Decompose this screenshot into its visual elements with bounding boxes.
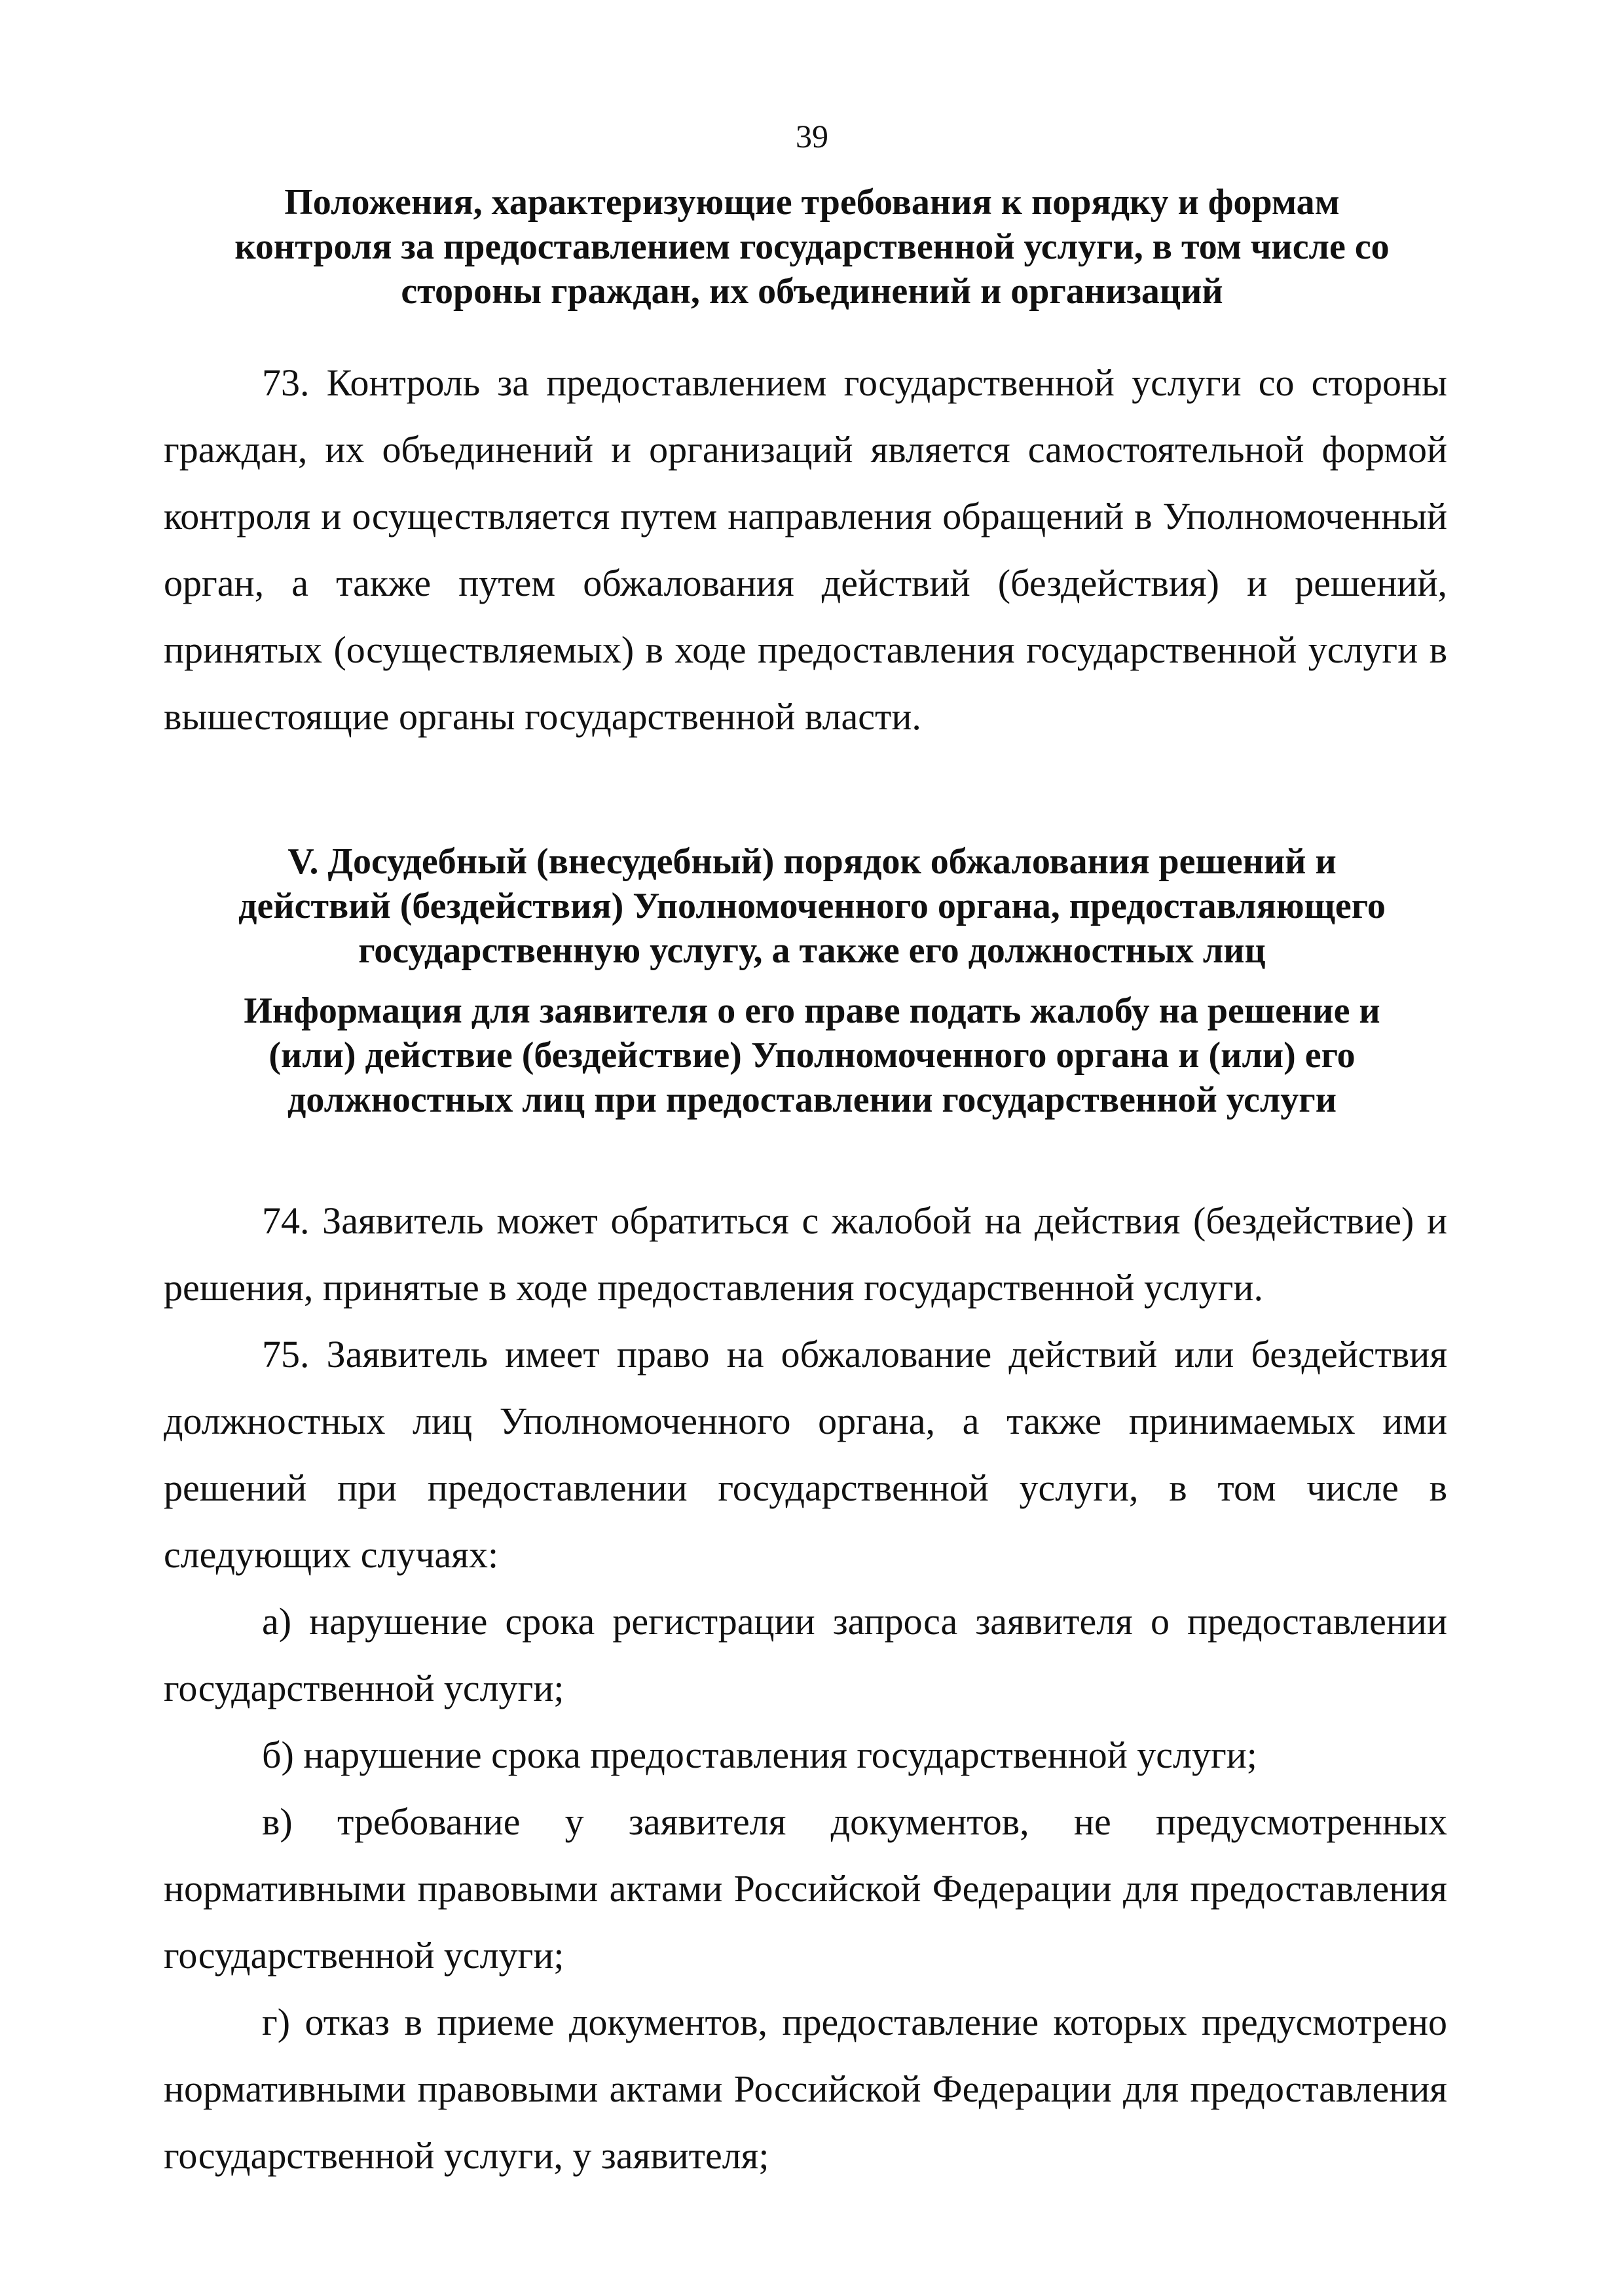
heading-line: должностных лиц при предоставлении государственной услуги <box>287 1080 1337 1120</box>
chapter-heading-v <box>0 839 1624 973</box>
heading-line: V. Досудебный (внесудебный) порядок обжалования решений и <box>287 841 1337 882</box>
paragraph-74: 74. Заявитель может обратиться с жалобой на действия (бездействие) и решения, принятые в ходе предоставления государственной услуги. <box>164 1199 1447 1309</box>
page-number: 39 <box>796 118 828 155</box>
heading-line: стороны граждан, их объединений и организаций <box>401 271 1223 312</box>
heading-line: Положения, характеризующие требования к порядку и формам <box>284 182 1340 223</box>
heading-line: (или) действие (бездействие) Уполномоченного органа и (или) его <box>268 1035 1356 1076</box>
item-v: в) требование у заявителя документов, не предусмотренных нормативными правовыми актами Российской Федерации для предоставления государственной услуги; <box>164 1800 1447 1977</box>
section-heading-control <box>0 180 1624 314</box>
paragraph-73: 73. Контроль за предоставлением государственной услуги со стороны граждан, их объединений и организаций является самостоятельной формой контроля и осуществляется путем направления обращений в Уполномоченный орган, а также путем обжалования действий (бездействия) и решений, принятых (осуществляемых) в ходе предоставления государственной услуги в вышестоящие органы государственной власти. <box>164 361 1447 738</box>
item-b: б) нарушение срока предоставления государственной услуги; <box>262 1734 1257 1776</box>
item-a: а) нарушение срока регистрации запроса заявителя о предоставлении государственной услуги; <box>164 1600 1447 1709</box>
item-g: г) отказ в приеме документов, предоставление которых предусмотрено нормативными правовыми актами Российской Федерации для предоставления государственной услуги, у заявителя; <box>164 2001 1447 2177</box>
section-heading-complaint-info <box>0 989 1624 1122</box>
heading-line: контроля за предоставлением государственной услуги, в том числе со <box>234 227 1390 267</box>
heading-line: Информация для заявителя о его праве подать жалобу на решение и <box>244 991 1380 1031</box>
paragraph-75: 75. Заявитель имеет право на обжалование действий или бездействия должностных лиц Уполномоченного органа, а также принимаемых ими решений при предоставлении государственной услуги, в том числе в следующих случаях: <box>164 1333 1447 1576</box>
heading-line: государственную услугу, а также его должностных лиц <box>358 930 1266 971</box>
heading-line: действий (бездействия) Уполномоченного органа, предоставляющего <box>238 886 1386 926</box>
